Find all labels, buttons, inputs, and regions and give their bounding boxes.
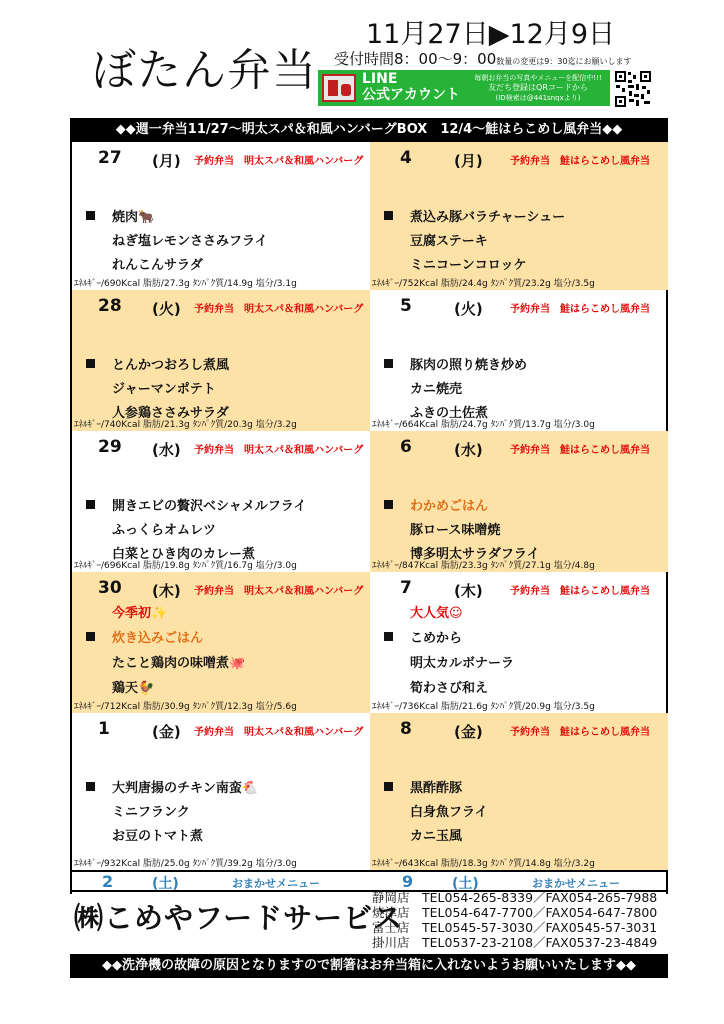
shop-title: ぼたん弁当 bbox=[92, 45, 317, 96]
menu-item: れんこんサラダ bbox=[112, 258, 203, 273]
bullet-icon bbox=[384, 500, 393, 509]
store-contact: 富士店 TEL0545-57-3030／FAX0545-57-3031 bbox=[372, 920, 658, 935]
nutrition-info: ｴﾈﾙｷﾞｰ/740Kcal 脂肪/21.3g ﾀﾝﾊﾟｸ質/20.3g 塩分/3.2g bbox=[74, 420, 297, 430]
bullet-icon bbox=[86, 782, 95, 791]
line-desc-3: (ID検索は@441snqxより) bbox=[495, 94, 581, 102]
day-of-week: (木) bbox=[152, 582, 181, 600]
bullet-icon bbox=[86, 211, 95, 220]
line-name: LINE bbox=[362, 71, 398, 87]
day-number: 6 bbox=[400, 437, 412, 457]
bullet-icon bbox=[86, 500, 95, 509]
menu-item: 煮込み豚バラチャーシュー bbox=[410, 210, 566, 225]
saturday-menu: おまかせメニュー bbox=[232, 877, 320, 890]
store-contact: 焼津店 TEL054-647-7700／FAX054-647-7800 bbox=[372, 905, 658, 920]
menu-item: 筍わさび和え bbox=[410, 681, 489, 696]
header bbox=[0, 0, 724, 118]
menu-item: わかめごはん bbox=[410, 499, 489, 514]
menu-item: 白菜とひき肉のカレー煮 bbox=[112, 547, 256, 562]
menu-item: 豆腐ステーキ bbox=[410, 234, 488, 249]
store-list bbox=[372, 890, 657, 950]
day-of-week: (水) bbox=[152, 441, 181, 459]
company-name: ㈱こめやフードサービス bbox=[74, 901, 404, 935]
reserved-bento-label: 予約弁当 鮭はらこめし風弁当 bbox=[510, 445, 650, 456]
order-time bbox=[334, 48, 632, 69]
store-contact: 掛川店 TEL0537-23-2108／FAX0537-23-4849 bbox=[372, 935, 658, 950]
weekly-bento-banner: ◆◆週一弁当11/27～明太スパ＆和風ハンバーグBOX 12/4～鮭はらこめし風弁当◆◆ bbox=[70, 118, 668, 142]
reserved-bento-label: 予約弁当 鮭はらこめし風弁当 bbox=[510, 156, 650, 167]
day-of-week: (金) bbox=[454, 723, 483, 741]
reserved-bento-label: 予約弁当 明太スパ＆和風ハンバーグ bbox=[194, 304, 364, 315]
day-of-week: (火) bbox=[152, 300, 181, 318]
nutrition-info: ｴﾈﾙｷﾞｰ/643Kcal 脂肪/18.3g ﾀﾝﾊﾟｸ質/14.8g 塩分/3.2g bbox=[372, 859, 595, 869]
order-note: 数量の変更は9：30迄にお願いします bbox=[496, 57, 632, 66]
menu-item: ミニフランク bbox=[112, 805, 190, 820]
menu-item: 豚肉の照り焼き炒め bbox=[410, 358, 528, 373]
saturday-menu: おまかせメニュー bbox=[532, 877, 620, 890]
bullet-icon bbox=[384, 632, 393, 641]
nutrition-info: ｴﾈﾙｷﾞｰ/752Kcal 脂肪/24.4g ﾀﾝﾊﾟｸ質/23.2g 塩分/3.5g bbox=[372, 279, 595, 289]
saturday-day-number: 9 bbox=[402, 872, 414, 891]
reserved-bento-label: 予約弁当 鮭はらこめし風弁当 bbox=[510, 304, 650, 315]
nutrition-info: ｴﾈﾙｷﾞｰ/696Kcal 脂肪/19.8g ﾀﾝﾊﾟｸ質/16.7g 塩分/3.0g bbox=[74, 561, 297, 571]
date-range: 11月27日▶12月9日 bbox=[366, 19, 616, 50]
day-cell bbox=[72, 572, 370, 713]
menu-item: こめから bbox=[410, 631, 463, 646]
special-note: 今季初✨ bbox=[112, 606, 168, 621]
reserved-bento-label: 予約弁当 鮭はらこめし風弁当 bbox=[510, 727, 650, 738]
day-of-week: (月) bbox=[152, 152, 181, 170]
day-of-week: (水) bbox=[454, 441, 483, 459]
menu-item: 鶏天🐓 bbox=[112, 681, 155, 696]
reserved-bento-label: 予約弁当 明太スパ＆和風ハンバーグ bbox=[194, 586, 364, 597]
day-cell bbox=[72, 713, 370, 870]
day-of-week: (月) bbox=[454, 152, 483, 170]
line-desc-1: 毎朝お弁当の写真やメニューを配信中!!! bbox=[474, 74, 602, 82]
day-of-week: (金) bbox=[152, 723, 181, 741]
nutrition-info: ｴﾈﾙｷﾞｰ/847Kcal 脂肪/23.3g ﾀﾝﾊﾟｸ質/27.1g 塩分/4.8g bbox=[372, 561, 595, 571]
day-cell bbox=[370, 572, 668, 713]
day-cell bbox=[370, 713, 668, 870]
menu-item: 明太カルボナーラ bbox=[410, 656, 515, 671]
menu-item: ふきの土佐煮 bbox=[410, 406, 489, 421]
nutrition-info: ｴﾈﾙｷﾞｰ/690Kcal 脂肪/27.3g ﾀﾝﾊﾟｸ質/14.9g 塩分/3.1g bbox=[74, 279, 297, 289]
line-desc-2: 友だち登録はQRコードから bbox=[488, 83, 588, 92]
menu-item: お豆のトマト煮 bbox=[112, 829, 204, 844]
menu-item: 炊き込みごはん bbox=[112, 631, 204, 646]
menu-item: カニ玉風 bbox=[410, 829, 463, 844]
day-of-week: (火) bbox=[454, 300, 483, 318]
qr-code-icon[interactable] bbox=[614, 70, 652, 108]
saturday-day-week: (土) bbox=[152, 876, 179, 892]
menu-item: 博多明太サラダフライ bbox=[410, 547, 540, 562]
line-banner[interactable] bbox=[318, 70, 610, 106]
reserved-bento-label: 予約弁当 明太スパ＆和風ハンバーグ bbox=[194, 727, 364, 738]
day-number: 30 bbox=[98, 578, 122, 598]
day-cell bbox=[72, 290, 370, 431]
bullet-icon bbox=[384, 359, 393, 368]
menu-item: 人参鶏ささみサラダ bbox=[112, 406, 229, 421]
menu-item: とんかつおろし煮風 bbox=[112, 358, 230, 373]
bullet-icon bbox=[384, 211, 393, 220]
menu-item: ミニコーンコロッケ bbox=[410, 258, 527, 273]
order-time-text: 受付時間8：00～9：00 bbox=[334, 50, 497, 68]
day-number: 1 bbox=[98, 719, 110, 739]
menu-item: カニ焼売 bbox=[410, 382, 463, 397]
saturday-day-week: (土) bbox=[452, 876, 479, 892]
menu-item: たこと鶏肉の味噌煮🐙 bbox=[112, 656, 246, 671]
menu-item: 大判唐揚のチキン南蛮🐔 bbox=[112, 781, 259, 796]
line-account-label: 公式アカウント bbox=[362, 87, 460, 103]
menu-item: 白身魚フライ bbox=[410, 805, 488, 820]
day-number: 8 bbox=[400, 719, 412, 739]
nutrition-info: ｴﾈﾙｷﾞｰ/664Kcal 脂肪/24.7g ﾀﾝﾊﾟｸ質/13.7g 塩分/3.0g bbox=[372, 420, 595, 430]
bullet-icon bbox=[384, 782, 393, 791]
menu-item: 開きエビの贅沢ベシャメルフライ bbox=[112, 499, 307, 514]
day-number: 29 bbox=[98, 437, 122, 457]
bullet-icon bbox=[86, 359, 95, 368]
day-cell bbox=[72, 431, 370, 572]
saturday-day-number: 2 bbox=[102, 872, 114, 891]
nutrition-info: ｴﾈﾙｷﾞｰ/932Kcal 脂肪/25.0g ﾀﾝﾊﾟｸ質/39.2g 塩分/3.0g bbox=[74, 859, 297, 869]
day-number: 7 bbox=[400, 578, 412, 598]
reserved-bento-label: 予約弁当 明太スパ＆和風ハンバーグ bbox=[194, 156, 364, 167]
menu-item: ジャーマンポテト bbox=[112, 382, 216, 397]
special-note: 大人気☺ bbox=[410, 606, 463, 621]
day-number: 27 bbox=[98, 148, 122, 168]
day-number: 4 bbox=[400, 148, 412, 168]
reserved-bento-label: 予約弁当 明太スパ＆和風ハンバーグ bbox=[194, 445, 364, 456]
chopsticks-notice-banner: ◆◆洗浄機の故障の原因となりますので割箸はお弁当箱に入れないようお願いいたします◆◆ bbox=[70, 954, 668, 978]
saturday-row bbox=[70, 870, 668, 892]
day-of-week: (木) bbox=[454, 582, 483, 600]
day-cell bbox=[72, 142, 370, 290]
nutrition-info: ｴﾈﾙｷﾞｰ/712Kcal 脂肪/30.9g ﾀﾝﾊﾟｸ質/12.3g 塩分/5.6g bbox=[74, 702, 297, 712]
day-cell bbox=[370, 431, 668, 572]
day-cell bbox=[370, 142, 668, 290]
day-number: 5 bbox=[400, 296, 412, 316]
menu-item: ふっくらオムレツ bbox=[112, 523, 217, 538]
day-number: 28 bbox=[98, 296, 122, 316]
store-contact: 静岡店 TEL054-265-8339／FAX054-265-7988 bbox=[372, 890, 658, 905]
nutrition-info: ｴﾈﾙｷﾞｰ/736Kcal 脂肪/21.6g ﾀﾝﾊﾟｸ質/20.9g 塩分/3.5g bbox=[372, 702, 595, 712]
menu-item: 焼肉🐂 bbox=[112, 210, 155, 225]
menu-grid bbox=[70, 142, 668, 894]
reserved-bento-label: 予約弁当 鮭はらこめし風弁当 bbox=[510, 586, 650, 597]
menu-item: 豚ロース味噌焼 bbox=[410, 523, 501, 538]
line-app-icon bbox=[322, 74, 356, 102]
menu-item: 黒酢酢豚 bbox=[410, 781, 463, 796]
menu-item: ねぎ塩レモンささみフライ bbox=[112, 234, 268, 249]
day-cell bbox=[370, 290, 668, 431]
line-description bbox=[468, 73, 608, 103]
bullet-icon bbox=[86, 632, 95, 641]
